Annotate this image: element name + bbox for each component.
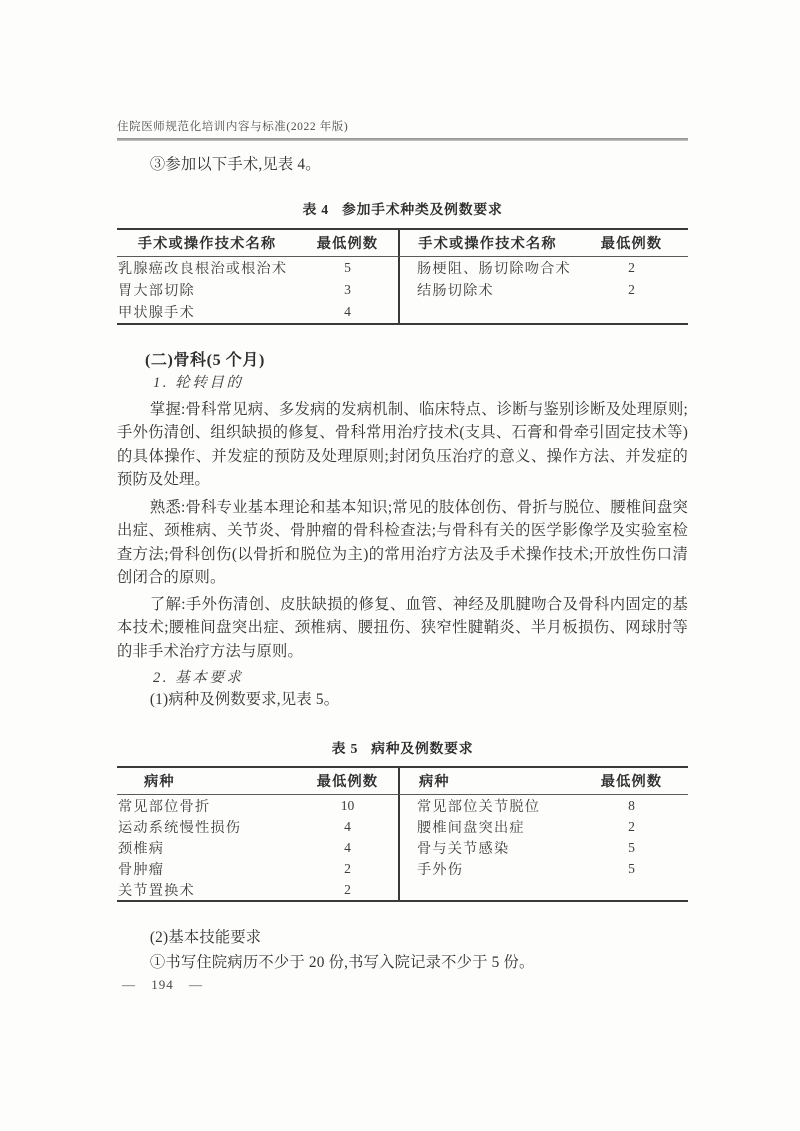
- table5: [117, 766, 688, 902]
- page-number: — 194 —: [122, 977, 203, 992]
- table4-cell: 肠梗阻、肠切除吻合术: [398, 257, 575, 279]
- table5-header-cell: 最低例数: [297, 768, 398, 795]
- paragraph-understand: 了解:手外伤清创、皮肤缺损的修复、血管、神经及肌腱吻合及骨科内固定的基本技术;腰椎间盘突出症、颈椎病、腰扭伤、狭窄性腱鞘炎、半月板损伤、网球肘等的非手术治疗方法与原则。: [117, 596, 688, 660]
- table5-cell: 2: [628, 818, 635, 834]
- table5-header-cell: 最低例数: [575, 768, 688, 795]
- table4-cell: 结肠切除术: [398, 279, 575, 301]
- table5-caption-title: 病种及例数要求: [371, 741, 474, 756]
- table4-header-cell: 最低例数: [575, 230, 688, 257]
- table5-cell: 4: [344, 818, 351, 834]
- table5-cell: [575, 879, 688, 900]
- table5-caption: [117, 740, 688, 758]
- table5-cell: 常见部位骨折: [118, 798, 211, 815]
- table5-cell: 骨肿瘤: [118, 861, 165, 878]
- table5-cell: 5: [628, 860, 635, 876]
- table5-cell: 手外伤: [398, 858, 575, 879]
- table4-cell: 甲状腺手术: [118, 305, 195, 321]
- table4-caption-title: 参加手术种类及例数要求: [341, 202, 503, 217]
- table4-caption: [117, 201, 688, 219]
- table5-cell: 常见部位关节脱位: [398, 795, 575, 816]
- list-item-basic-requirements: 2. 基本要求: [153, 670, 244, 686]
- table5-cell: 骨与关节感染: [398, 837, 575, 858]
- section-heading-orthopedics: (二)骨科(5 个月): [145, 352, 265, 369]
- table5-cell: 8: [628, 797, 635, 813]
- table4-caption-label: 表 4: [302, 202, 329, 217]
- table5-header-cell: 病种: [117, 768, 297, 795]
- table4-cell: 胃大部切除: [118, 283, 195, 299]
- paragraph-master: 掌握:骨科常见病、多发病的发病机制、临床特点、诊断与鉴别诊断及处理原则;手外伤清创、组织缺损的修复、骨科常用治疗技术(支具、石膏和骨牵引固定技术等)的具体操作、并发症的预防及处理原则;封闭负压治疗的意义、操作方法、并发症的预防及处理。: [117, 401, 688, 488]
- header-rule: [117, 138, 688, 141]
- table5-cell: 颈椎病: [118, 840, 165, 857]
- table4-cell: 2: [628, 260, 635, 275]
- table5-cell: 腰椎间盘突出症: [398, 816, 575, 837]
- table5-cell: 10: [340, 797, 355, 813]
- table4-cell: 3: [344, 282, 351, 297]
- table4-cell: 乳腺癌改良根治或根治术: [118, 261, 288, 277]
- paragraph-familiar: 熟悉:骨科专业基本理论和基本知识;常见的肢体创伤、骨折与脱位、腰椎间盘突出症、颈椎病、关节炎、骨肿瘤的骨科检查法;与骨科有关的医学影像学及实验室检查方法;骨科创伤(以骨折和脱位为主)的常用治疗方法及手术操作技术;开放性伤口清创闭合的原则。: [117, 499, 688, 586]
- table5-cell: 4: [344, 839, 351, 855]
- table4-header-cell: 手术或操作技术名称: [117, 230, 297, 257]
- list-item-rotation-purpose: 1. 轮转目的: [153, 375, 244, 391]
- running-head: 住院医师规范化培训内容与标准(2022 年版): [117, 121, 349, 133]
- paragraph-join-surgery: ③参加以下手术,见表 4。: [149, 156, 321, 173]
- table4-cell: 2: [628, 282, 635, 297]
- table4: [117, 228, 688, 325]
- table4-cell: 5: [344, 260, 351, 275]
- table5-header-cell: 病种: [398, 768, 575, 795]
- paragraph-record-requirement: ①书写住院病历不少于 20 份,书写入院记录不少于 5 份。: [149, 954, 535, 971]
- table5-cell: 2: [344, 860, 351, 876]
- table4-header-cell: 最低例数: [297, 230, 398, 257]
- paragraph-skill-requirement: (2)基本技能要求: [149, 929, 262, 946]
- table5-cell: 5: [628, 839, 635, 855]
- table4-cell: [398, 301, 575, 323]
- paragraph-disease-requirement: (1)病种及例数要求,见表 5。: [149, 691, 340, 708]
- table4-header-cell: 手术或操作技术名称: [398, 230, 575, 257]
- table5-cell: 关节置换术: [118, 882, 195, 899]
- table5-cell: 2: [344, 881, 351, 897]
- table4-cell: 4: [344, 304, 351, 319]
- table5-cell: [398, 879, 575, 900]
- table5-caption-label: 表 5: [331, 741, 359, 756]
- table5-cell: 运动系统慢性损伤: [118, 819, 242, 836]
- table4-cell: [575, 301, 688, 323]
